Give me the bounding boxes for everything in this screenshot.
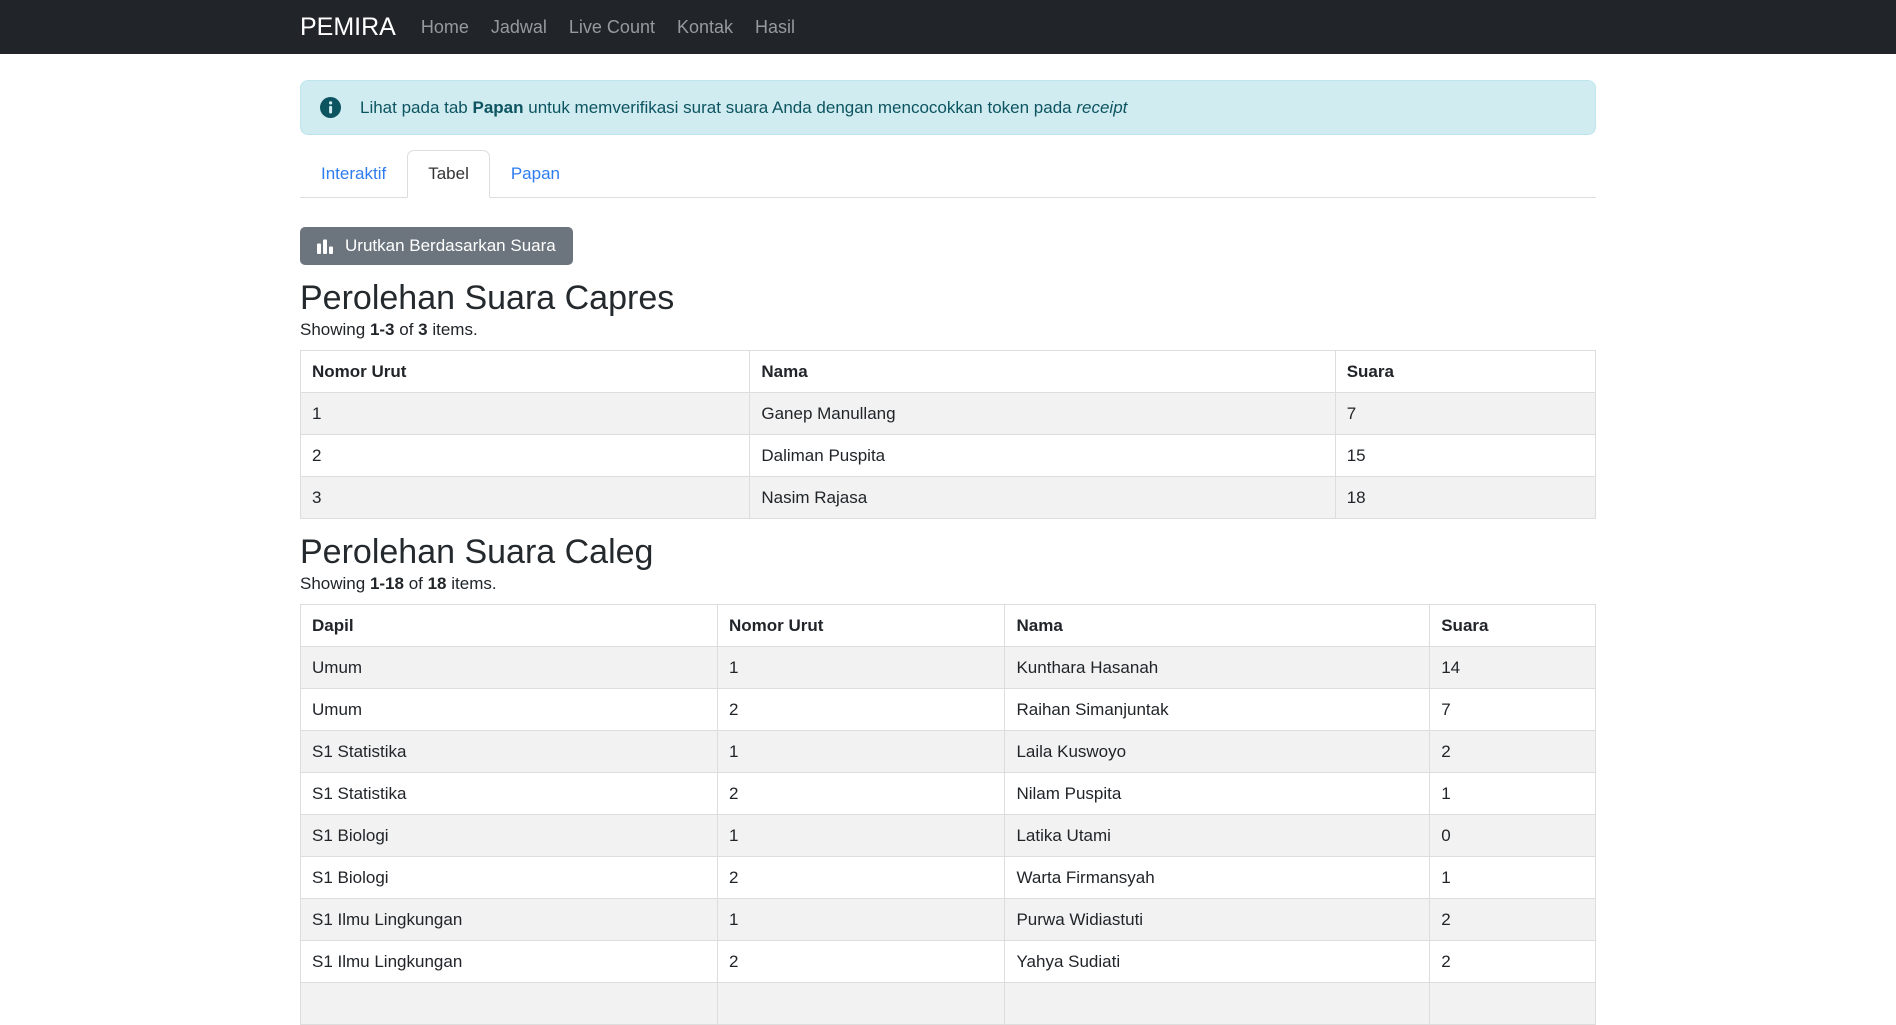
alert-text xyxy=(360,98,1127,118)
table-cell: 7 xyxy=(1430,689,1596,731)
table-cell: 1 xyxy=(717,731,1004,773)
table-cell: Latika Utami xyxy=(1005,815,1430,857)
table-cell: 1 xyxy=(301,393,750,435)
table-row xyxy=(301,941,1596,983)
table-cell: 2 xyxy=(717,857,1004,899)
table-cell: Umum xyxy=(301,647,718,689)
nav-link-hasil[interactable]: Hasil xyxy=(755,16,796,37)
nav-links xyxy=(410,17,806,38)
alert-text-middle: untuk memverifikasi surat suara Anda dengan mencocokkan token pada xyxy=(523,97,1077,117)
header-row xyxy=(301,351,1596,393)
alert-text-prefix: Lihat pada tab xyxy=(360,97,473,117)
tab-papan[interactable]: Papan xyxy=(510,164,561,183)
table-cell: 2 xyxy=(1430,731,1596,773)
table-cell: 1 xyxy=(1430,773,1596,815)
table-cell: 1 xyxy=(717,647,1004,689)
table-cell: 2 xyxy=(301,435,750,477)
table-cell: S1 Ilmu Lingkungan xyxy=(301,899,718,941)
table-cell: Ganep Manullang xyxy=(750,393,1335,435)
column-header-suara: Suara xyxy=(1335,351,1595,393)
table-cell: Nasim Rajasa xyxy=(750,477,1335,519)
nav-link-kontak[interactable]: Kontak xyxy=(676,16,734,37)
table-cell: 14 xyxy=(1430,647,1596,689)
table-cell: 2 xyxy=(717,773,1004,815)
table-cell: S1 Statistika xyxy=(301,731,718,773)
table-cell: S1 Ilmu Lingkungan xyxy=(301,941,718,983)
table-cell: Laila Kuswoyo xyxy=(1005,731,1430,773)
table-cell xyxy=(717,983,1004,1025)
table-row xyxy=(301,477,1596,519)
column-header-nama: Nama xyxy=(750,351,1335,393)
table-cell: Warta Firmansyah xyxy=(1005,857,1430,899)
table-cell: 2 xyxy=(717,689,1004,731)
table-cell: S1 Biologi xyxy=(301,857,718,899)
table-row xyxy=(301,393,1596,435)
brand-link[interactable]: PEMIRA xyxy=(300,12,396,41)
table-cell: Yahya Sudiati xyxy=(1005,941,1430,983)
nav-link-jadwal[interactable]: Jadwal xyxy=(490,16,547,37)
section-title: Perolehan Suara Caleg xyxy=(300,533,654,571)
table-cell: 1 xyxy=(1430,857,1596,899)
table-row xyxy=(301,689,1596,731)
table-cell: 7 xyxy=(1335,393,1595,435)
tab-interaktif[interactable]: Interaktif xyxy=(321,164,387,183)
table-row xyxy=(301,435,1596,477)
tab-tabel[interactable]: Tabel xyxy=(407,150,490,198)
table-cell xyxy=(301,983,718,1025)
column-header-suara: Suara xyxy=(1430,605,1596,647)
summary-text: items. xyxy=(427,320,478,339)
table-cell: 2 xyxy=(717,941,1004,983)
bar-chart-icon xyxy=(317,238,334,254)
summary-total: 3 xyxy=(418,320,428,339)
summary-total: 18 xyxy=(427,574,447,593)
table-cell: 15 xyxy=(1335,435,1595,477)
column-header-nomor-urut: Nomor Urut xyxy=(301,351,750,393)
table-row xyxy=(301,731,1596,773)
table-cell: 3 xyxy=(301,477,750,519)
nav-link-home[interactable]: Home xyxy=(420,16,469,37)
table-row xyxy=(301,899,1596,941)
alert-text-bold: Papan xyxy=(472,97,524,117)
table-cell: 2 xyxy=(1430,899,1596,941)
info-alert xyxy=(300,80,1596,135)
table-cell: S1 Biologi xyxy=(301,815,718,857)
summary-text: Showing xyxy=(300,574,370,593)
table-row xyxy=(301,647,1596,689)
summary-text: of xyxy=(394,320,419,339)
summary-range: 1-3 xyxy=(369,320,395,339)
page-container xyxy=(300,80,1596,1025)
table-row xyxy=(301,773,1596,815)
table-cell: Raihan Simanjuntak xyxy=(1005,689,1430,731)
table-cell: Kunthara Hasanah xyxy=(1005,647,1430,689)
page-title: Perolehan Suara Capres xyxy=(300,279,675,317)
table-cell: 18 xyxy=(1335,477,1595,519)
tab-bar xyxy=(300,150,1596,198)
summary-text: Showing xyxy=(300,320,370,339)
table-cell: Nilam Puspita xyxy=(1005,773,1430,815)
items-summary xyxy=(300,317,1596,342)
table-cell: 1 xyxy=(717,815,1004,857)
summary-text: items. xyxy=(446,574,497,593)
table-row-partial xyxy=(301,983,1596,1025)
header-row xyxy=(301,605,1596,647)
table-cell xyxy=(1430,983,1596,1025)
caleg-results-table xyxy=(300,604,1596,1025)
summary-text: of xyxy=(403,574,428,593)
table-row xyxy=(301,857,1596,899)
table-cell xyxy=(1005,983,1430,1025)
table-cell: 2 xyxy=(1430,941,1596,983)
table-cell: 0 xyxy=(1430,815,1596,857)
table-cell: S1 Statistika xyxy=(301,773,718,815)
section-capres xyxy=(300,279,1596,519)
alert-text-italic: receipt xyxy=(1076,97,1128,117)
table-cell: Daliman Puspita xyxy=(750,435,1335,477)
info-icon xyxy=(320,97,341,118)
table-cell: 1 xyxy=(717,899,1004,941)
navbar xyxy=(0,0,1896,54)
capres-results-table xyxy=(300,350,1596,519)
table-cell: Umum xyxy=(301,689,718,731)
table-cell: Purwa Widiastuti xyxy=(1005,899,1430,941)
section-caleg xyxy=(300,533,1596,1025)
nav-link-live-count[interactable]: Live Count xyxy=(568,16,655,37)
navbar-inner xyxy=(300,13,1596,42)
column-header-nama: Nama xyxy=(1005,605,1430,647)
sort-by-votes-button[interactable] xyxy=(300,227,573,265)
items-summary xyxy=(300,571,1596,596)
table-row xyxy=(301,815,1596,857)
summary-range: 1-18 xyxy=(369,574,404,593)
column-header-nomor-urut: Nomor Urut xyxy=(717,605,1004,647)
column-header-dapil: Dapil xyxy=(301,605,718,647)
sort-button-label: Urutkan Berdasarkan Suara xyxy=(345,236,556,255)
